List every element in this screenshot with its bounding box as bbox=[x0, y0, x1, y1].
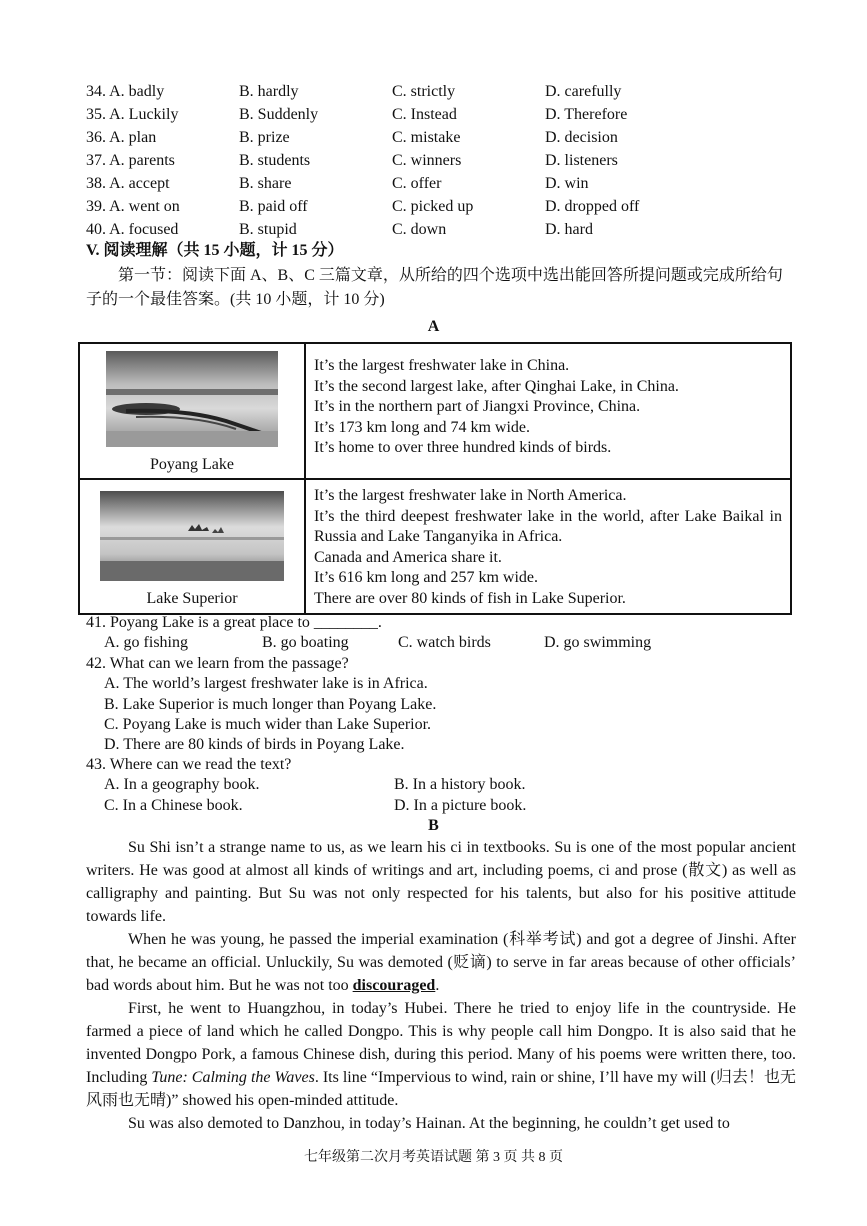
option: D. go swimming bbox=[544, 634, 652, 652]
option: C. In a Chinese book. bbox=[104, 796, 243, 814]
fact: It’s in the northern part of Jiangxi Province, China. bbox=[314, 398, 641, 415]
option: A. go fishing bbox=[104, 634, 188, 652]
question-stem: 43. Where can we read the text? bbox=[86, 756, 292, 773]
superior-image-cell bbox=[79, 479, 305, 614]
option: B. go boating bbox=[262, 634, 349, 652]
paragraph-text: First, he went to Huangzhou, in today’s Hubei. There he tried to enjoy life in the countryside. He farmed a piece of land which he called Dongpo. This is why people call him Dongpo. It is also said that he invented Dongpo Pork, a famous Chinese dish, during this period. Many of his poems were written there, too. Including bbox=[86, 1000, 796, 1086]
fact: It’s 173 km long and 74 km wide. bbox=[314, 418, 530, 436]
question-43 bbox=[86, 755, 806, 816]
poyang-facts bbox=[305, 343, 791, 479]
option: C. Poyang Lake is much wider than Lake Superior. bbox=[104, 715, 432, 733]
question-options bbox=[86, 796, 806, 816]
option: C. winners bbox=[392, 152, 462, 169]
table-row-superior bbox=[79, 479, 791, 614]
option-row-40 bbox=[86, 218, 806, 241]
option-row-37 bbox=[86, 149, 806, 172]
option: B. In a history book. bbox=[394, 776, 526, 794]
paragraph: Su Shi isn’t a strange name to us, as we learn his ci in textbooks. Su is one of the most popular ancient writers. He was good at almost all kinds of writings and art, including poems, ci and prose (散文) as well as calligraphy and painting. But Su was not only respected for his talents, but also for his positive attitude towards life. bbox=[86, 839, 796, 925]
option: B. Lake Superior is much longer than Poyang Lake. bbox=[104, 695, 437, 713]
paragraph-text: When he was young, he passed the imperial examination (科举考试) and got a degree of Jinshi. After that, he became an official. Unluckily, Su was demoted (贬谪) to serve in far areas because of other officials’ bad words about him. But he was not too bbox=[86, 931, 796, 994]
option: 34. A. badly bbox=[86, 83, 165, 100]
option: 38. A. accept bbox=[86, 175, 170, 192]
option: A. In a geography book. bbox=[104, 776, 260, 794]
cloze-options bbox=[86, 80, 806, 241]
option: C. Instead bbox=[392, 106, 457, 123]
table-row-poyang bbox=[79, 343, 791, 479]
paragraph bbox=[86, 928, 796, 997]
option: C. picked up bbox=[392, 198, 474, 215]
option-row-36 bbox=[86, 126, 806, 149]
question-stem: 42. What can we learn from the passage? bbox=[86, 655, 349, 672]
fact: It’s the largest freshwater lake in China. bbox=[314, 357, 570, 374]
underlined-word: discouraged bbox=[352, 977, 436, 994]
paragraph-text: . bbox=[435, 977, 440, 994]
option: 37. A. parents bbox=[86, 152, 175, 169]
section-intro: 第一节：阅读下面 A、B、C 三篇文章，从所给的四个选项中选出能回答所提问题或完成所给句子的一个最佳答案。(共 10 小题，计 10 分) bbox=[86, 267, 783, 308]
option: D. listeners bbox=[545, 152, 618, 169]
lake-superior-photo bbox=[100, 491, 284, 581]
poem-title: Tune: Calming the Waves bbox=[151, 1069, 315, 1086]
fact: It’s home to over three hundred kinds of birds. bbox=[314, 439, 612, 456]
option: B. hardly bbox=[239, 83, 299, 100]
passage-b-label: B bbox=[428, 817, 439, 834]
fact: There are over 80 kinds of fish in Lake Superior. bbox=[314, 589, 626, 607]
option-row-39 bbox=[86, 195, 806, 218]
option: D. decision bbox=[545, 129, 618, 146]
poyang-lake-photo bbox=[106, 351, 278, 447]
option: C. mistake bbox=[392, 129, 461, 146]
section-title: V. 阅读理解（共 15 小题，计 15 分） bbox=[86, 242, 344, 259]
paragraph-text: . Its line “Impervious to wind, rain or shine, I’ll have my will (归去！也无风雨也无晴)” showed his open-minded attitude. bbox=[86, 1069, 796, 1109]
passage-b bbox=[86, 836, 796, 1135]
option: D. Therefore bbox=[545, 106, 628, 123]
fact: Canada and America share it. bbox=[314, 548, 502, 566]
option-row-35 bbox=[86, 103, 806, 126]
fact: It’s 616 km long and 257 km wide. bbox=[314, 569, 538, 586]
option: D. carefully bbox=[545, 83, 622, 100]
option: 40. A. focused bbox=[86, 221, 179, 238]
option: C. down bbox=[392, 221, 447, 238]
option: B. students bbox=[239, 152, 311, 169]
question-41 bbox=[86, 613, 806, 654]
option: B. paid off bbox=[239, 198, 308, 215]
poyang-image-cell bbox=[79, 343, 305, 479]
poyang-lake-label: Poyang Lake bbox=[150, 456, 234, 473]
fact: It’s the second largest lake, after Qinghai Lake, in China. bbox=[314, 377, 679, 395]
passage-a-label: A bbox=[427, 318, 440, 335]
lake-superior-label: Lake Superior bbox=[146, 590, 238, 607]
question-options bbox=[86, 775, 806, 795]
fact: It’s the third deepest freshwater lake in the world, after Lake Baikal in Russia and Lake Tanganyika in Africa. bbox=[314, 507, 782, 545]
option: 36. A. plan bbox=[86, 129, 157, 146]
question-options bbox=[86, 633, 806, 653]
option: 39. A. went on bbox=[86, 198, 180, 215]
option: 35. A. Luckily bbox=[86, 106, 179, 123]
option: C. offer bbox=[392, 175, 442, 192]
paragraph: Su was also demoted to Danzhou, in today’s Hainan. At the beginning, he couldn’t get used to bbox=[128, 1115, 730, 1132]
page-footer: 七年级第二次月考英语试题 第 3 页 共 8 页 bbox=[304, 1150, 563, 1165]
option: D. win bbox=[545, 175, 589, 192]
question-stem: 41. Poyang Lake is a great place to ________. bbox=[86, 614, 382, 631]
option: B. Suddenly bbox=[239, 106, 319, 123]
option-row-38 bbox=[86, 172, 806, 195]
option: D. hard bbox=[545, 221, 593, 238]
paragraph bbox=[86, 997, 796, 1112]
option-row-34 bbox=[86, 80, 806, 103]
option: B. prize bbox=[239, 129, 290, 146]
fact: It’s the largest freshwater lake in North America. bbox=[314, 487, 627, 504]
option: B. share bbox=[239, 175, 292, 192]
option: C. strictly bbox=[392, 83, 456, 100]
option: A. The world’s largest freshwater lake is in Africa. bbox=[104, 675, 428, 693]
option: C. watch birds bbox=[398, 634, 491, 652]
option: D. There are 80 kinds of birds in Poyang Lake. bbox=[104, 736, 405, 754]
option: B. stupid bbox=[239, 221, 297, 238]
option: D. In a picture book. bbox=[394, 796, 527, 814]
question-42 bbox=[86, 654, 806, 755]
lake-table bbox=[78, 342, 792, 615]
superior-facts bbox=[305, 479, 791, 614]
option: D. dropped off bbox=[545, 198, 640, 215]
